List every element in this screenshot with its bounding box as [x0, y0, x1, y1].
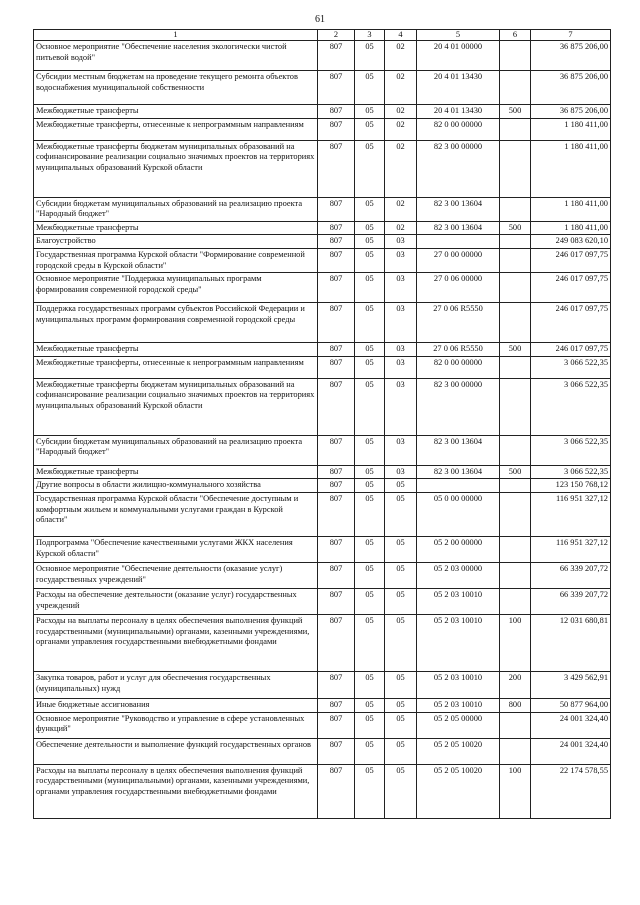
- row-target-article: 82 3 00 13604: [417, 221, 500, 235]
- table-row: [34, 479, 611, 493]
- row-expense-type: [500, 197, 531, 221]
- row-name: Межбюджетные трансферты: [34, 105, 318, 119]
- row-target-article: 20 4 01 13430: [417, 71, 500, 105]
- row-target-article: 05 2 03 00000: [417, 562, 500, 588]
- row-section: 05: [355, 235, 385, 249]
- row-admin-code: 807: [318, 671, 355, 698]
- row-expense-type: [500, 479, 531, 493]
- row-name: Межбюджетные трансферты, отнесенные к непрограммным направлениям: [34, 356, 318, 378]
- table-row: [34, 698, 611, 712]
- row-amount: 24 001 324,40: [531, 712, 611, 738]
- row-subsection: 05: [385, 492, 417, 536]
- row-subsection: 05: [385, 536, 417, 562]
- row-target-article: 05 2 03 10010: [417, 588, 500, 614]
- row-target-article: 27 0 06 R5550: [417, 303, 500, 343]
- row-section: 05: [355, 140, 385, 197]
- row-section: 05: [355, 764, 385, 818]
- row-expense-type: 500: [500, 465, 531, 479]
- row-expense-type: 500: [500, 221, 531, 235]
- row-subsection: 03: [385, 435, 417, 465]
- row-name: Другие вопросы в области жилищно-коммунального хозяйства: [34, 479, 318, 493]
- row-subsection: 02: [385, 140, 417, 197]
- row-amount: 246 017 097,75: [531, 248, 611, 272]
- table-row: [34, 536, 611, 562]
- row-target-article: 05 2 05 10020: [417, 738, 500, 764]
- table-row: [34, 588, 611, 614]
- table-row: [34, 378, 611, 435]
- column-header: 6: [500, 30, 531, 41]
- column-header: 1: [34, 30, 318, 41]
- row-subsection: 05: [385, 698, 417, 712]
- table-row: [34, 435, 611, 465]
- row-admin-code: 807: [318, 197, 355, 221]
- row-name: Основное мероприятие "Обеспечение населения экологически чистой питьевой водой": [34, 41, 318, 71]
- table-row: [34, 273, 611, 303]
- column-header: 7: [531, 30, 611, 41]
- row-amount: 1 180 411,00: [531, 221, 611, 235]
- row-name: Межбюджетные трансферты: [34, 465, 318, 479]
- row-expense-type: [500, 235, 531, 249]
- table-row: [34, 303, 611, 343]
- row-name: Расходы на выплаты персоналу в целях обеспечения выполнения функций государственными (муниципальными) органами, казенными учреждениями, органами управления государственными внебюджетными фондами: [34, 614, 318, 671]
- row-amount: 66 339 207,72: [531, 562, 611, 588]
- row-name: Межбюджетные трансферты: [34, 343, 318, 357]
- row-admin-code: 807: [318, 465, 355, 479]
- row-subsection: 03: [385, 465, 417, 479]
- row-name: Основное мероприятие "Обеспечение деятельности (оказание услуг) государственных учреждений": [34, 562, 318, 588]
- row-amount: 22 174 578,55: [531, 764, 611, 818]
- row-admin-code: 807: [318, 343, 355, 357]
- row-subsection: 05: [385, 562, 417, 588]
- table-row: [34, 343, 611, 357]
- table-row: [34, 738, 611, 764]
- row-expense-type: [500, 248, 531, 272]
- row-subsection: 03: [385, 378, 417, 435]
- row-section: 05: [355, 698, 385, 712]
- row-name: Поддержка государственных программ субъектов Российской Федерации и муниципальных программ формирования современной городской среды: [34, 303, 318, 343]
- row-name: Межбюджетные трансферты, отнесенные к непрограммным направлениям: [34, 118, 318, 140]
- row-name: Основное мероприятие "Руководство и управление в сфере установленных функций": [34, 712, 318, 738]
- row-target-article: 27 0 06 00000: [417, 273, 500, 303]
- row-amount: 36 875 206,00: [531, 71, 611, 105]
- row-name: Субсидии местным бюджетам на проведение текущего ремонта объектов водоснабжения муниципальной собственности: [34, 71, 318, 105]
- row-amount: 3 066 522,35: [531, 465, 611, 479]
- row-admin-code: 807: [318, 479, 355, 493]
- row-section: 05: [355, 248, 385, 272]
- row-target-article: 82 3 00 13604: [417, 197, 500, 221]
- row-name: Государственная программа Курской области "Обеспечение доступным и комфортным жильем и коммунальными услугами граждан в Курской области": [34, 492, 318, 536]
- row-section: 05: [355, 105, 385, 119]
- table-row: [34, 140, 611, 197]
- row-expense-type: 100: [500, 764, 531, 818]
- row-target-article: 20 4 01 13430: [417, 105, 500, 119]
- row-amount: 246 017 097,75: [531, 303, 611, 343]
- row-subsection: 05: [385, 671, 417, 698]
- row-name: Подпрограмма "Обеспечение качественными услугами ЖКХ населения Курской области": [34, 536, 318, 562]
- row-section: 05: [355, 273, 385, 303]
- row-name: Закупка товаров, работ и услуг для обеспечения государственных (муниципальных) нужд: [34, 671, 318, 698]
- table-row: [34, 671, 611, 698]
- row-section: 05: [355, 614, 385, 671]
- row-section: 05: [355, 41, 385, 71]
- row-amount: 3 066 522,35: [531, 435, 611, 465]
- row-admin-code: 807: [318, 235, 355, 249]
- row-admin-code: 807: [318, 614, 355, 671]
- row-expense-type: [500, 536, 531, 562]
- row-target-article: 20 4 01 00000: [417, 41, 500, 71]
- row-subsection: 05: [385, 479, 417, 493]
- row-target-article: 05 2 05 10020: [417, 764, 500, 818]
- row-target-article: 05 2 03 10010: [417, 671, 500, 698]
- row-subsection: 03: [385, 235, 417, 249]
- row-section: 05: [355, 479, 385, 493]
- row-section: 05: [355, 588, 385, 614]
- row-section: 05: [355, 435, 385, 465]
- row-admin-code: 807: [318, 118, 355, 140]
- row-expense-type: 500: [500, 343, 531, 357]
- row-admin-code: 807: [318, 41, 355, 71]
- row-expense-type: [500, 273, 531, 303]
- row-name: Субсидии бюджетам муниципальных образований на реализацию проекта "Народный бюджет": [34, 197, 318, 221]
- row-expense-type: [500, 435, 531, 465]
- row-admin-code: 807: [318, 221, 355, 235]
- row-target-article: 82 3 00 00000: [417, 140, 500, 197]
- row-name: Субсидии бюджетам муниципальных образований на реализацию проекта "Народный бюджет": [34, 435, 318, 465]
- table-body: [34, 41, 611, 819]
- row-expense-type: 500: [500, 105, 531, 119]
- row-amount: 36 875 206,00: [531, 41, 611, 71]
- row-admin-code: 807: [318, 562, 355, 588]
- row-name: Государственная программа Курской области "Формирование современной городской среды в Курской области": [34, 248, 318, 272]
- row-expense-type: 100: [500, 614, 531, 671]
- row-section: 05: [355, 197, 385, 221]
- table-row: [34, 712, 611, 738]
- row-target-article: 82 3 00 13604: [417, 435, 500, 465]
- row-admin-code: 807: [318, 712, 355, 738]
- row-section: 05: [355, 303, 385, 343]
- row-section: 05: [355, 71, 385, 105]
- table-row: [34, 492, 611, 536]
- row-subsection: 03: [385, 248, 417, 272]
- row-target-article: 82 0 00 00000: [417, 356, 500, 378]
- row-section: 05: [355, 738, 385, 764]
- row-subsection: 02: [385, 41, 417, 71]
- row-expense-type: [500, 140, 531, 197]
- row-admin-code: 807: [318, 140, 355, 197]
- row-subsection: 02: [385, 221, 417, 235]
- row-target-article: 05 0 00 00000: [417, 492, 500, 536]
- row-target-article: [417, 479, 500, 493]
- row-admin-code: 807: [318, 248, 355, 272]
- row-section: 05: [355, 465, 385, 479]
- row-admin-code: 807: [318, 105, 355, 119]
- column-header: 3: [355, 30, 385, 41]
- row-subsection: 03: [385, 273, 417, 303]
- row-target-article: 27 0 06 R5550: [417, 343, 500, 357]
- row-section: 05: [355, 712, 385, 738]
- row-expense-type: 800: [500, 698, 531, 712]
- row-amount: 24 001 324,40: [531, 738, 611, 764]
- table-row: [34, 764, 611, 818]
- row-section: 05: [355, 378, 385, 435]
- row-name: Расходы на обеспечение деятельности (оказание услуг) государственных учреждений: [34, 588, 318, 614]
- row-admin-code: 807: [318, 764, 355, 818]
- row-amount: 12 031 680,81: [531, 614, 611, 671]
- table-row: [34, 118, 611, 140]
- row-name: Обеспечение деятельности и выполнение функций государственных органов: [34, 738, 318, 764]
- row-amount: 249 083 620,10: [531, 235, 611, 249]
- row-amount: 1 180 411,00: [531, 140, 611, 197]
- column-header: 2: [318, 30, 355, 41]
- row-subsection: 05: [385, 614, 417, 671]
- row-amount: 246 017 097,75: [531, 343, 611, 357]
- table-row: [34, 221, 611, 235]
- row-amount: 1 180 411,00: [531, 197, 611, 221]
- row-amount: 1 180 411,00: [531, 118, 611, 140]
- row-expense-type: [500, 303, 531, 343]
- row-name: Расходы на выплаты персоналу в целях обеспечения выполнения функций государственными (муниципальными) органами, казенными учреждениями, органами управления государственными внебюджетными фондами: [34, 764, 318, 818]
- table-row: [34, 356, 611, 378]
- row-target-article: 82 3 00 00000: [417, 378, 500, 435]
- row-expense-type: [500, 71, 531, 105]
- page-number: 61: [315, 14, 325, 25]
- row-admin-code: 807: [318, 303, 355, 343]
- row-admin-code: 807: [318, 356, 355, 378]
- row-admin-code: 807: [318, 738, 355, 764]
- row-subsection: 02: [385, 71, 417, 105]
- row-amount: 3 429 562,91: [531, 671, 611, 698]
- row-expense-type: [500, 356, 531, 378]
- row-admin-code: 807: [318, 273, 355, 303]
- row-admin-code: 807: [318, 435, 355, 465]
- row-section: 05: [355, 562, 385, 588]
- row-name: Иные бюджетные ассигнования: [34, 698, 318, 712]
- row-name: Межбюджетные трансферты: [34, 221, 318, 235]
- row-subsection: 02: [385, 118, 417, 140]
- table-row: [34, 41, 611, 71]
- row-subsection: 02: [385, 197, 417, 221]
- row-target-article: 27 0 00 00000: [417, 248, 500, 272]
- row-expense-type: [500, 738, 531, 764]
- row-section: 05: [355, 536, 385, 562]
- row-subsection: 02: [385, 105, 417, 119]
- row-admin-code: 807: [318, 71, 355, 105]
- table-row: [34, 197, 611, 221]
- row-target-article: 05 2 00 00000: [417, 536, 500, 562]
- row-target-article: 05 2 05 00000: [417, 712, 500, 738]
- column-header: 5: [417, 30, 500, 41]
- row-section: 05: [355, 118, 385, 140]
- row-subsection: 05: [385, 764, 417, 818]
- table-row: [34, 235, 611, 249]
- row-admin-code: 807: [318, 536, 355, 562]
- row-subsection: 05: [385, 712, 417, 738]
- row-amount: 50 877 964,00: [531, 698, 611, 712]
- row-expense-type: [500, 712, 531, 738]
- row-expense-type: [500, 118, 531, 140]
- row-target-article: 05 2 03 10010: [417, 698, 500, 712]
- table-row: [34, 71, 611, 105]
- row-expense-type: 200: [500, 671, 531, 698]
- row-admin-code: 807: [318, 698, 355, 712]
- row-section: 05: [355, 343, 385, 357]
- row-name: Основное мероприятие "Поддержка муниципальных программ формирования современной городской среды": [34, 273, 318, 303]
- table-row: [34, 562, 611, 588]
- row-expense-type: [500, 378, 531, 435]
- row-amount: 123 150 768,12: [531, 479, 611, 493]
- row-expense-type: [500, 492, 531, 536]
- row-subsection: 03: [385, 303, 417, 343]
- row-section: 05: [355, 356, 385, 378]
- row-amount: 116 951 327,12: [531, 492, 611, 536]
- row-name: Межбюджетные трансферты бюджетам муниципальных образований на софинансирование реализации социально значимых проектов на территориях муниципальных образований Курской области: [34, 140, 318, 197]
- table-row: [34, 105, 611, 119]
- budget-table: [33, 29, 611, 819]
- row-amount: 116 951 327,12: [531, 536, 611, 562]
- row-target-article: 82 0 00 00000: [417, 118, 500, 140]
- table-row: [34, 614, 611, 671]
- column-header: 4: [385, 30, 417, 41]
- row-amount: 3 066 522,35: [531, 356, 611, 378]
- row-admin-code: 807: [318, 588, 355, 614]
- row-subsection: 05: [385, 588, 417, 614]
- row-subsection: 05: [385, 738, 417, 764]
- table-header-row: [34, 30, 611, 41]
- row-expense-type: [500, 588, 531, 614]
- row-target-article: 05 2 03 10010: [417, 614, 500, 671]
- row-section: 05: [355, 221, 385, 235]
- row-amount: 66 339 207,72: [531, 588, 611, 614]
- row-subsection: 03: [385, 343, 417, 357]
- row-amount: 246 017 097,75: [531, 273, 611, 303]
- row-amount: 3 066 522,35: [531, 378, 611, 435]
- row-amount: 36 875 206,00: [531, 105, 611, 119]
- table-row: [34, 465, 611, 479]
- row-expense-type: [500, 41, 531, 71]
- row-subsection: 03: [385, 356, 417, 378]
- row-section: 05: [355, 492, 385, 536]
- row-admin-code: 807: [318, 378, 355, 435]
- row-name: Благоустройство: [34, 235, 318, 249]
- row-expense-type: [500, 562, 531, 588]
- table-row: [34, 248, 611, 272]
- row-target-article: 82 3 00 13604: [417, 465, 500, 479]
- row-admin-code: 807: [318, 492, 355, 536]
- row-name: Межбюджетные трансферты бюджетам муниципальных образований на софинансирование реализации социально значимых проектов на территориях муниципальных образований Курской области: [34, 378, 318, 435]
- row-target-article: [417, 235, 500, 249]
- row-section: 05: [355, 671, 385, 698]
